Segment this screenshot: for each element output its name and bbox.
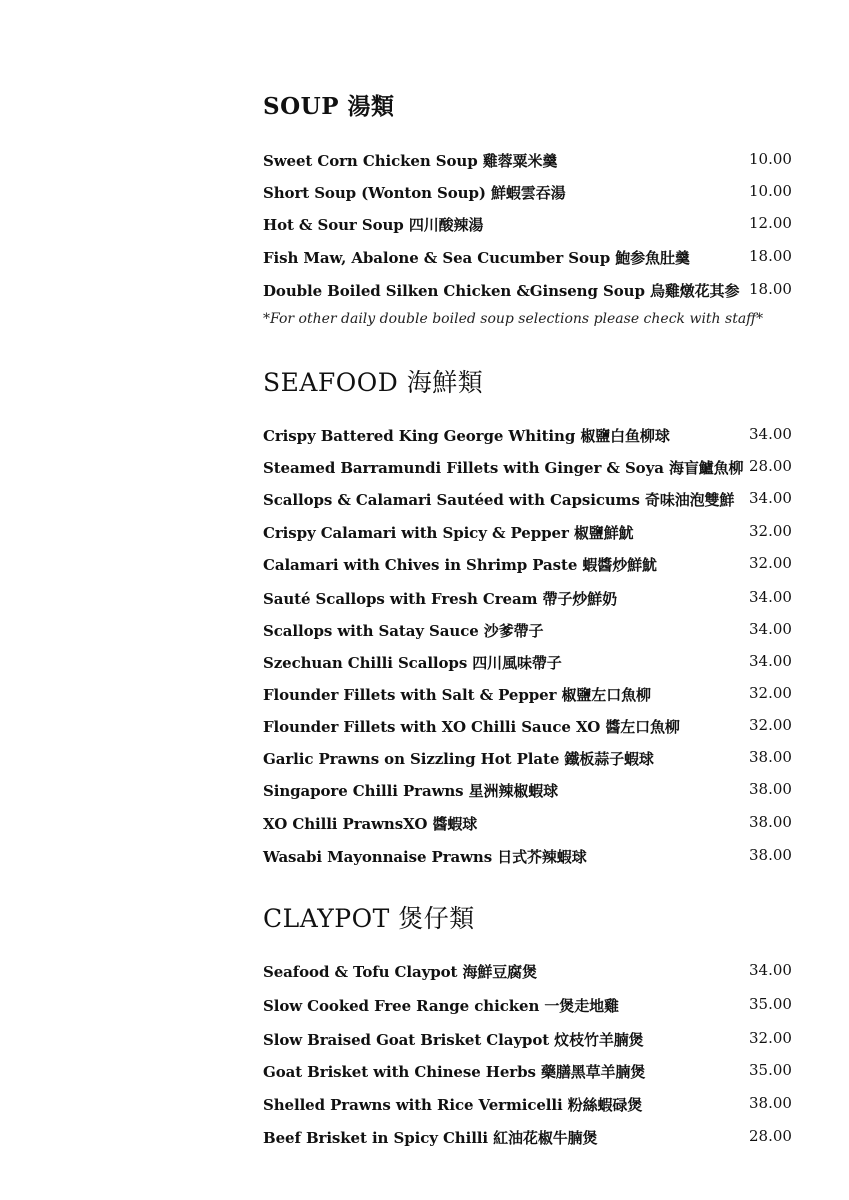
menu-item-name: Wasabi Mayonnaise Prawns 日式芥辣蝦球 <box>263 848 587 866</box>
menu-item <box>263 1029 793 1051</box>
menu-item-name: Flounder Fillets with Salt & Pepper 椒鹽左口魚柳 <box>263 686 651 704</box>
soup-note: *For other daily double boiled soup selections please check with staff* <box>263 311 764 327</box>
menu-item-name: Short Soup (Wonton Soup) 鮮蝦雲吞湯 <box>263 184 566 202</box>
menu-item-price: 12.00 <box>749 214 792 232</box>
menu-item-name: Crispy Calamari with Spicy & Pepper 椒鹽鮮魷 <box>263 524 634 542</box>
menu-item-name: Garlic Prawns on Sizzling Hot Plate 鐵板蒜子蝦球 <box>263 750 654 768</box>
menu-item-name: Hot & Sour Soup 四川酸辣湯 <box>263 216 484 234</box>
menu-item-name: Szechuan Chilli Scallops 四川風味帶子 <box>263 654 562 672</box>
menu-item-price: 35.00 <box>749 995 792 1013</box>
menu-item <box>263 280 793 302</box>
menu-item-name: Shelled Prawns with Rice Vermicelli 粉絲蝦碌煲 <box>263 1096 643 1114</box>
menu-item-name: Singapore Chilli Prawns 星洲辣椒蝦球 <box>263 782 559 800</box>
menu-item <box>263 1061 793 1083</box>
menu-item-name: Crispy Battered King George Whiting 椒鹽白鱼柳球 <box>263 427 670 445</box>
menu-item-name: Scallops & Calamari Sautéed with Capsicums 奇味油泡雙鮮 <box>263 491 735 509</box>
menu-item-price: 38.00 <box>749 780 792 798</box>
menu-item <box>263 588 793 610</box>
menu-item-name: Sauté Scallops with Fresh Cream 帶子炒鮮奶 <box>263 590 617 608</box>
menu-item <box>263 652 793 674</box>
menu-item <box>263 620 793 642</box>
menu-item <box>263 748 793 770</box>
menu-item-name: Scallops with Satay Sauce 沙爹帶子 <box>263 622 544 640</box>
menu-item <box>263 813 793 835</box>
menu-item-price: 38.00 <box>749 846 792 864</box>
menu-item <box>263 182 793 204</box>
menu-item-name: Calamari with Chives in Shrimp Paste 蝦醬炒鮮魷 <box>263 556 657 574</box>
menu-item <box>263 489 793 511</box>
menu-item-price: 34.00 <box>749 620 792 638</box>
menu-item-price: 38.00 <box>749 748 792 766</box>
menu-item-name: XO Chilli PrawnsXO 醬蝦球 <box>263 815 478 833</box>
menu-item-price: 18.00 <box>749 247 792 265</box>
menu-item-price: 34.00 <box>749 652 792 670</box>
menu-item-price: 32.00 <box>749 522 792 540</box>
menu-item <box>263 1127 793 1149</box>
menu-item-name: Goat Brisket with Chinese Herbs 藥膳黑草羊腩煲 <box>263 1063 646 1081</box>
menu-item <box>263 150 793 172</box>
menu-item <box>263 425 793 447</box>
menu-item-price: 38.00 <box>749 813 792 831</box>
menu-item <box>263 214 793 236</box>
menu-item-name: Slow Braised Goat Brisket Claypot 炆枝竹羊腩煲 <box>263 1031 644 1049</box>
menu-item <box>263 247 793 269</box>
menu-item-price: 35.00 <box>749 1061 792 1079</box>
menu-item <box>263 457 793 479</box>
menu-item <box>263 961 793 983</box>
menu-item-price: 34.00 <box>749 425 792 443</box>
menu-item <box>263 522 793 544</box>
menu-item <box>263 684 793 706</box>
menu-item-price: 28.00 <box>749 1127 792 1145</box>
menu-item-name: Sweet Corn Chicken Soup 雞蓉粟米羹 <box>263 152 558 170</box>
menu-item-name: Flounder Fillets with XO Chilli Sauce XO 醬左口魚柳 <box>263 718 680 736</box>
soup-section-title: SOUP 湯類 <box>263 93 395 120</box>
menu-item-price: 38.00 <box>749 1094 792 1112</box>
menu-item-name: Double Boiled Silken Chicken &Ginseng Soup 烏雞燉花其参 <box>263 282 740 300</box>
menu-item-price: 32.00 <box>749 554 792 572</box>
claypot-section-title: CLAYPOT 煲仔類 <box>263 904 475 933</box>
menu-item-name: Fish Maw, Abalone & Sea Cucumber Soup 鮑参魚肚羹 <box>263 249 690 267</box>
menu-item <box>263 846 793 868</box>
menu-item-price: 18.00 <box>749 280 792 298</box>
menu-item <box>263 554 793 576</box>
seafood-section-title: SEAFOOD 海鮮類 <box>263 368 484 397</box>
menu-item-price: 10.00 <box>749 150 792 168</box>
menu-item-price: 34.00 <box>749 588 792 606</box>
menu-item-name: Seafood & Tofu Claypot 海鮮豆腐煲 <box>263 963 537 981</box>
menu-item-name: Steamed Barramundi Fillets with Ginger & Soya 海盲鱸魚柳 <box>263 459 744 477</box>
menu-item-name: Slow Cooked Free Range chicken 一煲走地雞 <box>263 997 619 1015</box>
menu-item-price: 32.00 <box>749 1029 792 1047</box>
menu-item-price: 32.00 <box>749 716 792 734</box>
menu-item-price: 32.00 <box>749 684 792 702</box>
menu-item <box>263 716 793 738</box>
menu-item-price: 28.00 <box>749 457 792 475</box>
menu-item-name: Beef Brisket in Spicy Chilli 紅油花椒牛腩煲 <box>263 1129 598 1147</box>
menu-item-price: 10.00 <box>749 182 792 200</box>
menu-item <box>263 1094 793 1116</box>
menu-item-price: 34.00 <box>749 489 792 507</box>
menu-item <box>263 995 793 1017</box>
menu-item-price: 34.00 <box>749 961 792 979</box>
menu-item <box>263 780 793 802</box>
